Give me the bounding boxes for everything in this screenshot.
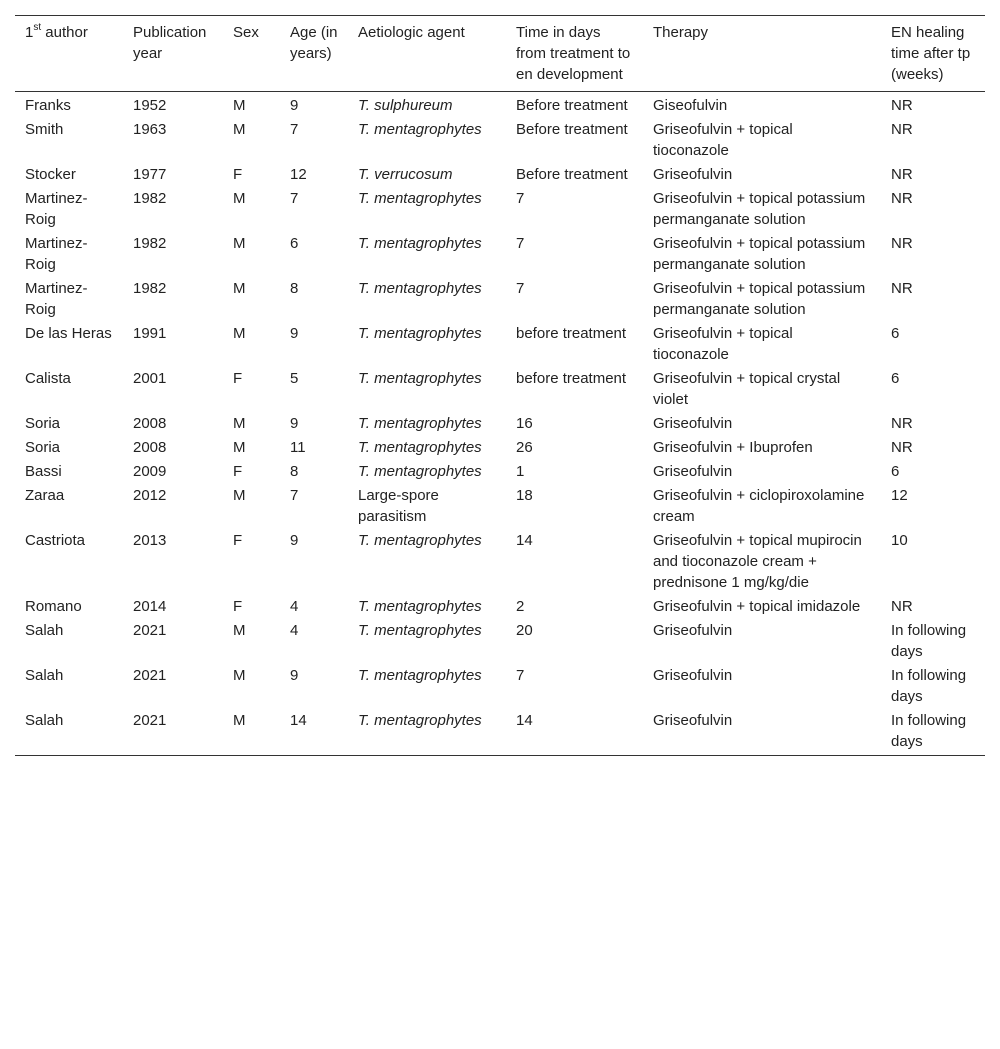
cell-time: 14 [516, 532, 533, 549]
cell-time: 7 [516, 667, 525, 684]
header-age: Age (in years) [280, 16, 348, 92]
cell-healing: NR [891, 415, 913, 432]
cell-therapy: Griseofulvin [653, 415, 733, 432]
cell-age: 6 [290, 235, 299, 252]
cell-age: 8 [290, 463, 299, 480]
cell-author: Salah [25, 622, 64, 639]
cell-age: 8 [290, 280, 299, 297]
cell-author: Bassi [25, 463, 62, 480]
cell-year: 2009 [133, 463, 167, 480]
table-row [15, 708, 985, 756]
cell-author: Salah [15, 708, 123, 756]
cell-therapy: Griseofulvin + topical potassium permanganate solution [653, 190, 866, 228]
cell-year: 2013 [133, 532, 167, 549]
cell-therapy: Griseofulvin + topical potassium permanganate solution [653, 280, 866, 318]
cell-healing: In following days [891, 667, 967, 705]
cell-healing: In following days [891, 622, 967, 660]
cell-author: Salah [25, 667, 64, 684]
cell-agent: T. mentagrophytes [358, 121, 482, 138]
cell-author: Franks [25, 97, 71, 114]
cell-age: 4 [290, 598, 299, 615]
cell-therapy: Griseofulvin + topical tioconazole [653, 325, 793, 363]
cell-time: 1 [516, 463, 525, 480]
table-header [15, 16, 985, 92]
table-row [15, 618, 985, 663]
cell-time: Before treatment [516, 121, 628, 138]
cell-time: Before treatment [516, 97, 628, 114]
cell-therapy: Griseofulvin [643, 708, 881, 756]
cell-healing: 6 [891, 325, 900, 342]
table-row [15, 231, 985, 276]
cell-author: Zaraa [25, 487, 65, 504]
header-author: 1st author [15, 16, 123, 92]
cell-age: 7 [290, 190, 299, 207]
cell-age: 9 [290, 415, 299, 432]
header-agent: Aetiologic agent [348, 16, 506, 92]
table-row [15, 435, 985, 459]
header-year: Publication year [123, 16, 223, 92]
cell-author: Smith [25, 121, 64, 138]
header-sex: Sex [223, 16, 280, 92]
case-reports-table [15, 15, 985, 756]
cell-sex: F [233, 598, 243, 615]
cell-healing: NR [891, 190, 913, 207]
header-therapy: Therapy [643, 16, 881, 92]
table-row [15, 411, 985, 435]
cell-agent: T. mentagrophytes [358, 598, 482, 615]
cell-sex: M [233, 280, 246, 297]
cell-healing: 10 [891, 532, 908, 549]
cell-agent: T. mentagrophytes [358, 415, 482, 432]
cell-year: 1977 [133, 166, 167, 183]
cell-time: 20 [516, 622, 533, 639]
cell-agent: T. mentagrophytes [358, 439, 482, 456]
cell-time: 26 [516, 439, 533, 456]
cell-healing: NR [891, 235, 913, 252]
cell-time: 2 [516, 598, 525, 615]
cell-sex: F [233, 463, 243, 480]
cell-year: 2008 [133, 439, 167, 456]
cell-year: 1963 [133, 121, 167, 138]
cell-therapy: Griseofulvin + topical imidazole [653, 598, 861, 615]
cell-age: 11 [290, 439, 306, 456]
table-row [15, 459, 985, 483]
cell-therapy: Griseofulvin [653, 463, 733, 480]
cell-time: 16 [516, 415, 533, 432]
cell-sex: M [233, 121, 246, 138]
cell-author: Martinez-Roig [25, 190, 88, 228]
cell-age: 14 [280, 708, 348, 756]
cell-healing: 12 [891, 487, 908, 504]
table-row [15, 186, 985, 231]
cell-healing: In following days [881, 708, 985, 756]
cell-year: 1982 [133, 190, 167, 207]
cell-sex: M [233, 190, 246, 207]
cell-year: 1982 [133, 235, 167, 252]
cell-year: 1982 [133, 280, 167, 297]
cell-age: 9 [290, 97, 299, 114]
cell-agent: T. mentagrophytes [358, 532, 482, 549]
cell-agent: T. sulphureum [358, 97, 453, 114]
cell-year: 2001 [133, 370, 167, 387]
cell-sex: F [233, 532, 243, 549]
cell-agent: T. verrucosum [358, 166, 453, 183]
cell-agent: T. mentagrophytes [358, 325, 482, 342]
table-row [15, 321, 985, 366]
cell-author: De las Heras [25, 325, 112, 342]
cell-time: 7 [516, 280, 525, 297]
table-row [15, 528, 985, 594]
table-row [15, 663, 985, 708]
cell-author: Martinez-Roig [25, 280, 88, 318]
cell-healing: NR [891, 439, 913, 456]
cell-sex: M [233, 487, 246, 504]
cell-healing: NR [891, 598, 913, 615]
cell-therapy: Griseofulvin + Ibuprofen [653, 439, 813, 456]
cell-year: 2014 [133, 598, 167, 615]
cell-therapy: Griseofulvin [653, 166, 733, 183]
cell-year: 2021 [123, 708, 223, 756]
cell-author: Calista [25, 370, 71, 387]
cell-agent: T. mentagrophytes [348, 708, 506, 756]
cell-time: Before treatment [516, 166, 628, 183]
cell-sex: M [233, 667, 246, 684]
cell-therapy: Griseofulvin + topical crystal violet [653, 370, 841, 408]
cell-age: 4 [290, 622, 299, 639]
cell-sex: M [233, 97, 246, 114]
cell-author: Soria [25, 415, 61, 432]
cell-sex: M [223, 708, 280, 756]
cell-therapy: Griseofulvin [653, 667, 733, 684]
cell-agent: T. mentagrophytes [358, 190, 482, 207]
cell-time: 14 [506, 708, 643, 756]
cell-author: Romano [25, 598, 82, 615]
cell-time: 18 [516, 487, 533, 504]
cell-time: before treatment [516, 325, 627, 342]
cell-agent: T. mentagrophytes [358, 463, 482, 480]
cell-therapy: Griseofulvin + ciclopiroxolamine cream [653, 487, 865, 525]
table-body [15, 92, 985, 756]
cell-age: 12 [290, 166, 307, 183]
cell-year: 2012 [133, 487, 167, 504]
cell-agent: T. mentagrophytes [358, 235, 482, 252]
cell-age: 7 [290, 487, 299, 504]
header-healing: EN healing time after tp (weeks) [881, 16, 985, 92]
cell-age: 9 [290, 325, 299, 342]
cell-author: Martinez-Roig [25, 235, 88, 273]
table-row [15, 366, 985, 411]
cell-healing: NR [891, 97, 913, 114]
cell-therapy: Griseofulvin + topical tioconazole [653, 121, 793, 159]
cell-sex: M [233, 439, 246, 456]
cell-time: 7 [516, 235, 525, 252]
cell-year: 1991 [133, 325, 167, 342]
cell-time: 7 [516, 190, 525, 207]
header-row [15, 16, 985, 92]
cell-therapy: Griseofulvin + topical mupirocin and tioconazole cream + prednisone 1 mg/kg/die [653, 532, 862, 591]
cell-author: Soria [25, 439, 61, 456]
cell-sex: M [233, 415, 246, 432]
cell-year: 2008 [133, 415, 167, 432]
cell-age: 9 [290, 667, 299, 684]
cell-agent: T. mentagrophytes [358, 280, 482, 297]
cell-sex: F [233, 370, 243, 387]
table-row [15, 117, 985, 162]
table-row [15, 162, 985, 186]
cell-year: 2021 [133, 667, 167, 684]
cell-agent: T. mentagrophytes [358, 622, 482, 639]
cell-sex: M [233, 622, 246, 639]
cell-author: Castriota [25, 532, 86, 549]
cell-agent: Large-spore parasitism [358, 487, 439, 525]
cell-therapy: Griseofulvin [653, 622, 733, 639]
cell-year: 2021 [133, 622, 167, 639]
cell-age: 7 [290, 121, 299, 138]
cell-author: Stocker [25, 166, 76, 183]
cell-therapy: Griseofulvin + topical potassium permanganate solution [653, 235, 866, 273]
cell-healing: NR [891, 121, 913, 138]
cell-sex: M [233, 235, 246, 252]
cell-age: 9 [290, 532, 299, 549]
table-row [15, 594, 985, 618]
cell-sex: F [233, 166, 243, 183]
cell-agent: T. mentagrophytes [358, 667, 482, 684]
cell-age: 5 [290, 370, 299, 387]
cell-healing: NR [891, 166, 913, 183]
header-time: Time in days from treatment to en development [506, 16, 643, 92]
cell-therapy: Giseofulvin [653, 97, 728, 114]
table-row [15, 276, 985, 321]
cell-sex: M [233, 325, 246, 342]
table-row [15, 483, 985, 528]
cell-healing: NR [891, 280, 913, 297]
cell-healing: 6 [891, 463, 900, 480]
cell-agent: T. mentagrophytes [358, 370, 482, 387]
cell-healing: 6 [891, 370, 900, 387]
cell-year: 1952 [133, 97, 167, 114]
cell-time: before treatment [516, 370, 627, 387]
table-row [15, 92, 985, 118]
